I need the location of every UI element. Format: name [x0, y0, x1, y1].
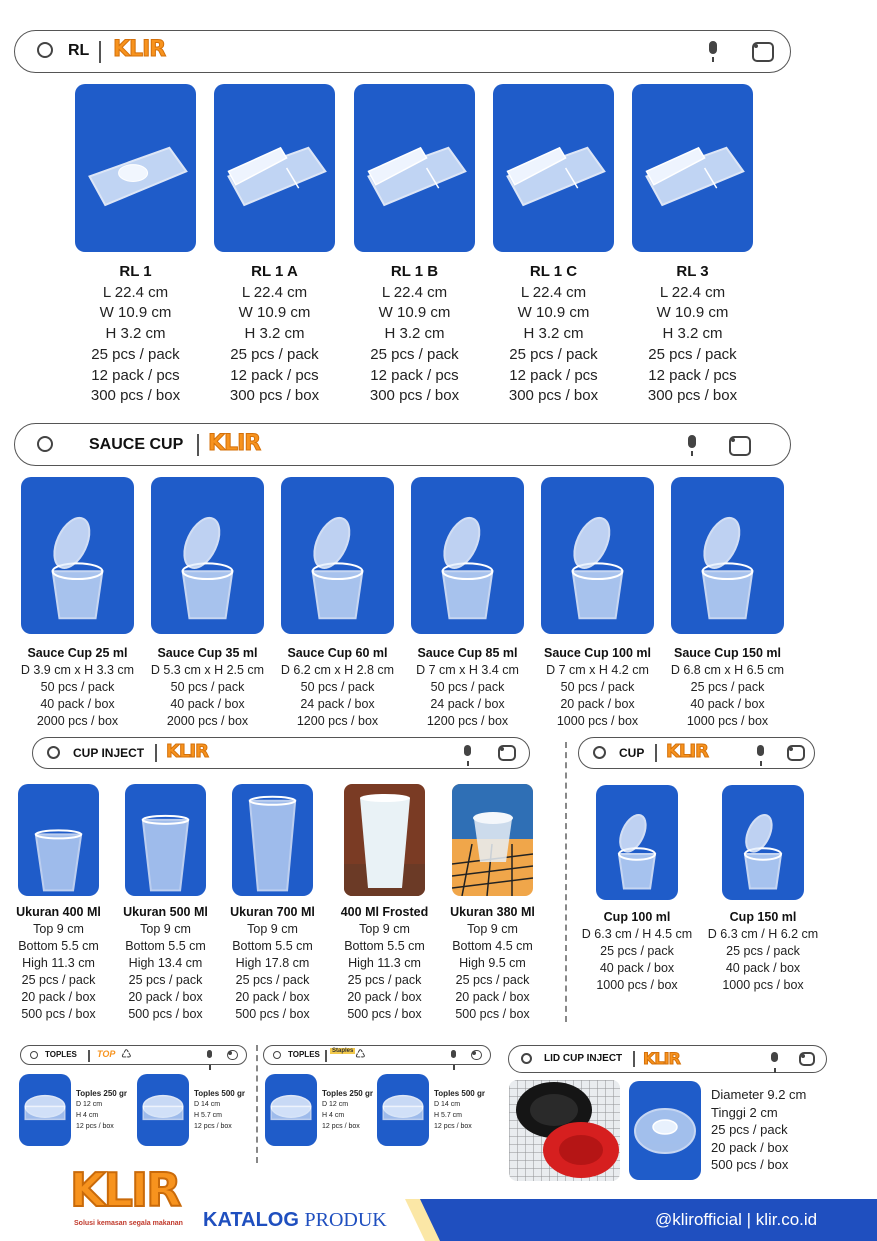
search-icon	[30, 1051, 38, 1059]
lid-spec-line: Diameter 9.2 cm	[711, 1087, 807, 1102]
divider	[88, 1050, 90, 1062]
rl-product-name: RL 1 C	[529, 263, 578, 280]
toples-spec-line: H 5.7 cm	[434, 1112, 463, 1119]
cup-inject-spec-line: 25 pcs / pack	[235, 973, 310, 987]
sauce-cup-spec-line: D 7 cm x H 3.4 cm	[416, 663, 519, 677]
sauce-cup-spec-line: 24 pack / box	[430, 697, 505, 711]
sauce-cup-name: Sauce Cup 60 ml	[287, 646, 388, 660]
cup-inject-spec-line: 20 pack / box	[347, 990, 422, 1004]
rl-product-spec-line: H 3.2 cm	[384, 325, 445, 343]
search-icon	[47, 746, 60, 759]
sauce-cup-spec-line: 50 pcs / pack	[430, 680, 505, 694]
mic-icon[interactable]	[207, 1050, 212, 1058]
rl-product-spec-line: H 3.2 cm	[105, 325, 166, 343]
toples-card	[19, 1074, 71, 1146]
klir-logo: KLIR	[666, 741, 708, 762]
toples-spec-line: D 12 cm	[322, 1101, 349, 1108]
cup-inject-spec-line: High 9.5 cm	[459, 956, 526, 970]
divider	[633, 1051, 635, 1067]
camera-search-icon[interactable]	[471, 1050, 482, 1060]
sauce-cup-name: Sauce Cup 150 ml	[674, 646, 781, 660]
rl-product-spec-line: W 10.9 cm	[99, 304, 172, 322]
rl-product-name: RL 1 A	[251, 263, 298, 280]
cup-inject-spec-line: High 11.3 cm	[22, 956, 95, 970]
rl-product-name: RL 1 B	[390, 263, 439, 280]
sauce-cup-name: Sauce Cup 35 ml	[157, 646, 258, 660]
search-bar-rl[interactable]	[14, 30, 791, 73]
cup-inject-spec-line: 500 pcs / box	[21, 1007, 96, 1021]
search-query: CUP INJECT	[73, 746, 145, 760]
sauce-cup-card	[21, 477, 134, 634]
sauce-cup-spec-line: D 6.2 cm x H 2.8 cm	[280, 663, 395, 677]
cup-spec-line: 25 pcs / pack	[726, 944, 800, 958]
search-bar-lid-cup-inject[interactable]	[508, 1045, 827, 1073]
rl-product-spec-line: W 10.9 cm	[517, 304, 590, 322]
rl-product-spec-line: 12 pack / pcs	[509, 366, 598, 384]
rl-product-spec-line: 12 pack / pcs	[370, 366, 459, 384]
cup-inject-spec-line: 20 pack / box	[128, 990, 203, 1004]
toples-name: Toples 500 gr	[194, 1089, 245, 1098]
cup-spec-line: D 6.3 cm / H 4.5 cm	[581, 927, 693, 941]
lid-spec-line: 25 pcs / pack	[711, 1122, 788, 1137]
sauce-cup-spec	[11, 645, 144, 730]
sauce-cup-spec-line: 1000 pcs / box	[556, 714, 639, 728]
sauce-cup-spec-line: 2000 pcs / box	[36, 714, 119, 728]
search-query: LID CUP INJECT	[544, 1053, 623, 1064]
sauce-cup-spec-line: 24 pack / box	[300, 697, 375, 711]
rl-product-spec-line: W 10.9 cm	[238, 304, 311, 322]
rl-product-spec-line: L 22.4 cm	[381, 283, 448, 301]
search-icon	[37, 42, 53, 58]
cup-spec-line: 1000 pcs / box	[722, 978, 804, 992]
camera-search-icon[interactable]	[498, 745, 516, 761]
sauce-cup-card	[281, 477, 394, 634]
rl-product-spec-line: H 3.2 cm	[244, 325, 305, 343]
rl-product-spec-line: H 3.2 cm	[662, 325, 723, 343]
divider-dashed	[565, 742, 567, 1022]
toples-spec-line: 12 pcs / box	[194, 1123, 232, 1130]
cup-inject-spec-line: High 11.3 cm	[348, 956, 421, 970]
camera-search-icon[interactable]	[752, 42, 774, 62]
klir-logo: KLIR	[113, 37, 166, 62]
cup-inject-spec-line: Top 9 cm	[359, 922, 410, 936]
cup-inject-name: Ukuran 400 Ml	[16, 905, 101, 919]
catalog-bold: KATALOG	[203, 1209, 299, 1231]
mic-icon[interactable]	[709, 41, 717, 54]
search-query: RL	[68, 42, 90, 59]
sauce-cup-spec-line: 1000 pcs / box	[686, 714, 769, 728]
sauce-cup-spec-line: 1200 pcs / box	[426, 714, 509, 728]
camera-search-icon[interactable]	[729, 436, 751, 456]
frosted-cup-photo	[344, 784, 425, 896]
sauce-cup-card	[671, 477, 784, 634]
rl-product-spec-line: 12 pack / pcs	[91, 366, 180, 384]
cup-spec	[700, 909, 826, 994]
cup-inject-spec-line: Top 9 cm	[140, 922, 191, 936]
toples-spec-line: D 14 cm	[194, 1101, 221, 1108]
cup-inject-name: Ukuran 700 Ml	[230, 905, 315, 919]
search-bar-cup-inject[interactable]	[32, 737, 530, 769]
rl-product-spec-line: H 3.2 cm	[523, 325, 584, 343]
toples-spec-line: 12 pcs / box	[434, 1123, 472, 1130]
cup-inject-spec-line: 25 pcs / pack	[128, 973, 203, 987]
divider	[99, 41, 101, 63]
camera-search-icon[interactable]	[787, 745, 805, 761]
camera-search-icon[interactable]	[799, 1052, 815, 1066]
cup-inject-spec-line: 25 pcs / pack	[21, 973, 96, 987]
sauce-cup-card	[151, 477, 264, 634]
toples-spec-line: 12 pcs / box	[76, 1123, 114, 1130]
rl-product-card	[632, 84, 753, 252]
rl-product-spec-line: 300 pcs / box	[508, 387, 599, 405]
cup-inject-spec-line: 500 pcs / box	[347, 1007, 422, 1021]
sauce-cup-spec	[661, 645, 794, 730]
klir-logo: KLIR	[166, 741, 208, 762]
toples-spec	[76, 1088, 127, 1132]
divider	[155, 744, 157, 762]
rl-product-name: RL 1	[119, 263, 152, 280]
search-query: SAUCE CUP	[89, 436, 184, 453]
sauce-cup-spec	[141, 645, 274, 730]
cup-inject-spec-line: 500 pcs / box	[128, 1007, 203, 1021]
mic-icon[interactable]	[688, 435, 696, 448]
cup-name: Cup 150 ml	[729, 910, 797, 924]
toples-spec-line: D 14 cm	[434, 1101, 461, 1108]
recycle-icon: ♺	[121, 1047, 132, 1061]
toples-spec-line: 12 pcs / box	[322, 1123, 360, 1130]
lid-spec-line: Tinggi 2 cm	[711, 1104, 778, 1120]
cup-spec-line: D 6.3 cm / H 6.2 cm	[707, 927, 819, 941]
sauce-cup-spec-line: 40 pack / box	[170, 697, 245, 711]
divider	[325, 1050, 327, 1062]
lid-card	[629, 1081, 701, 1180]
sauce-cup-name: Sauce Cup 100 ml	[544, 646, 651, 660]
rl-product-spec-line: L 22.4 cm	[520, 283, 587, 301]
rl-product-card	[75, 84, 196, 252]
toples-card	[137, 1074, 189, 1146]
cup-inject-spec-line: 25 pcs / pack	[455, 973, 530, 987]
recycle-icon: ♺	[355, 1047, 366, 1061]
cup-inject-spec	[329, 904, 440, 1023]
cup-spec-line: 1000 pcs / box	[596, 978, 678, 992]
rl-product-spec-line: 12 pack / pcs	[648, 366, 737, 384]
search-query: TOPLES	[288, 1050, 320, 1059]
sauce-cup-spec-line: D 6.8 cm x H 6.5 cm	[670, 663, 785, 677]
cup-name: Cup 100 ml	[603, 910, 671, 924]
divider-dashed	[256, 1045, 258, 1163]
cup-spec-line: 40 pack / box	[725, 961, 801, 975]
cup-inject-name: 400 Ml Frosted	[340, 905, 429, 919]
sauce-cup-name: Sauce Cup 25 ml	[27, 646, 128, 660]
rl-product-spec-line: 25 pcs / pack	[370, 345, 459, 363]
klir-logo: KLIR	[643, 1049, 680, 1068]
cup-inject-spec-line: Top 9 cm	[33, 922, 84, 936]
search-icon	[37, 436, 53, 452]
search-icon	[273, 1051, 281, 1059]
rl-product-spec-line: L 22.4 cm	[659, 283, 726, 301]
rl-product-spec-line: 25 pcs / pack	[91, 345, 180, 363]
sauce-cup-card	[411, 477, 524, 634]
sauce-cup-name: Sauce Cup 85 ml	[417, 646, 518, 660]
search-bar-sauce-cup[interactable]	[14, 423, 791, 466]
rl-product-spec	[340, 262, 489, 407]
search-bar-toples-b[interactable]	[263, 1045, 491, 1065]
rl-product-spec-line: 25 pcs / pack	[509, 345, 598, 363]
rl-product-spec-line: 25 pcs / pack	[648, 345, 737, 363]
lid-spec-line: 500 pcs / box	[711, 1157, 789, 1172]
toples-spec-line: H 4 cm	[76, 1112, 99, 1119]
toples-card	[377, 1074, 429, 1146]
rl-product-spec	[479, 262, 628, 407]
rl-product-spec	[61, 262, 210, 407]
toples-name: Toples 250 gr	[76, 1089, 127, 1098]
mic-icon[interactable]	[757, 745, 764, 756]
cup-inject-spec-line: Top 9 cm	[247, 922, 298, 936]
cup-inject-spec-line: 500 pcs / box	[455, 1007, 530, 1021]
brand-tagline: Solusi kemasan segala makanan	[74, 1220, 183, 1227]
cup-inject-spec-line: Top 9 cm	[467, 922, 518, 936]
sauce-cup-spec-line: 20 pack / box	[560, 697, 635, 711]
rl-product-spec-line: 300 pcs / box	[369, 387, 460, 405]
catalog-light: PRODUK	[304, 1209, 387, 1231]
lid-photo	[509, 1080, 620, 1181]
sauce-cup-spec-line: 2000 pcs / box	[166, 714, 249, 728]
toples-spec	[322, 1088, 373, 1132]
search-bar-toples-a[interactable]	[20, 1045, 247, 1065]
footer-contact[interactable]: @klirofficial | klir.co.id	[655, 1210, 818, 1229]
rl-product-name: RL 3	[676, 263, 709, 280]
toples-spec-line: H 5.7 cm	[194, 1112, 223, 1119]
cup-card	[596, 785, 678, 900]
cup-inject-spec-line: Bottom 4.5 cm	[452, 939, 533, 953]
toples-name: Toples 250 gr	[322, 1089, 373, 1098]
cup-card	[722, 785, 804, 900]
cup-inject-name: Ukuran 380 Ml	[450, 905, 535, 919]
sauce-cup-spec	[401, 645, 534, 730]
cup-inject-spec-line: 20 pack / box	[21, 990, 96, 1004]
search-bar-cup[interactable]	[578, 737, 815, 769]
rl-product-card	[493, 84, 614, 252]
sauce-cup-spec	[271, 645, 404, 730]
sauce-cup-spec-line: 40 pack / box	[690, 697, 765, 711]
mic-icon[interactable]	[464, 745, 471, 756]
staples-badge: Staples	[332, 1048, 354, 1054]
cup-inject-spec	[437, 904, 548, 1023]
sauce-cup-spec-line: D 5.3 cm x H 2.5 cm	[150, 663, 265, 677]
toples-spec-line: H 4 cm	[322, 1112, 345, 1119]
toples-spec	[434, 1088, 485, 1132]
cup-inject-card	[125, 784, 206, 896]
rl-product-spec-line: W 10.9 cm	[378, 304, 451, 322]
catalog-title	[203, 1209, 387, 1232]
search-icon	[521, 1053, 532, 1064]
rl-product-spec-line: L 22.4 cm	[102, 283, 169, 301]
rl-product-card	[354, 84, 475, 252]
sauce-cup-spec-line: 50 pcs / pack	[170, 680, 245, 694]
cup-inject-spec-line: Bottom 5.5 cm	[18, 939, 99, 953]
divider	[197, 434, 199, 456]
rl-product-card	[214, 84, 335, 252]
cup-inject-spec	[217, 904, 328, 1023]
rl-product-spec-line: L 22.4 cm	[241, 283, 308, 301]
camera-search-icon[interactable]	[227, 1050, 238, 1060]
sauce-cup-spec-line: D 7 cm x H 4.2 cm	[546, 663, 649, 677]
rl-product-spec-line: 300 pcs / box	[229, 387, 320, 405]
cup-inject-spec-line: 20 pack / box	[455, 990, 530, 1004]
toples-card	[265, 1074, 317, 1146]
cup-inject-spec-line: Bottom 5.5 cm	[344, 939, 425, 953]
rl-product-spec-line: 300 pcs / box	[90, 387, 181, 405]
cup-inject-spec-line: 25 pcs / pack	[347, 973, 422, 987]
sauce-cup-spec-line: D 3.9 cm x H 3.3 cm	[20, 663, 135, 677]
rl-product-spec	[618, 262, 767, 407]
cup-inject-spec-line: 20 pack / box	[235, 990, 310, 1004]
lid-spec	[711, 1086, 806, 1174]
toples-name: Toples 500 gr	[434, 1089, 485, 1098]
lid-spec-line: 20 pack / box	[711, 1139, 789, 1155]
sauce-cup-spec-line: 50 pcs / pack	[40, 680, 115, 694]
search-icon	[593, 746, 606, 759]
divider	[655, 744, 657, 762]
cup-inject-spec	[110, 904, 221, 1023]
cup-inject-card	[232, 784, 313, 896]
cup-inject-card	[18, 784, 99, 896]
sauce-cup-card	[541, 477, 654, 634]
rl-product-spec	[200, 262, 349, 407]
sauce-cup-spec-line: 25 pcs / pack	[690, 680, 765, 694]
cup-inject-spec-line: High 17.8 cm	[235, 956, 310, 970]
rl-product-spec-line: 25 pcs / pack	[230, 345, 319, 363]
search-query: CUP	[619, 746, 645, 760]
cup-inject-spec-line: Bottom 5.5 cm	[232, 939, 313, 953]
sauce-cup-spec-line: 50 pcs / pack	[560, 680, 635, 694]
klir-main-logo: KLIR	[70, 1163, 180, 1217]
cup-380-photo	[452, 784, 533, 896]
cup-spec-line: 25 pcs / pack	[600, 944, 674, 958]
cup-inject-spec-line: High 13.4 cm	[128, 956, 203, 970]
cup-inject-spec-line: Bottom 5.5 cm	[125, 939, 206, 953]
klir-logo: KLIR	[208, 431, 261, 456]
sauce-cup-spec-line: 40 pack / box	[40, 697, 115, 711]
toples-spec-line: D 12 cm	[76, 1101, 103, 1108]
cup-inject-spec-line: 500 pcs / box	[235, 1007, 310, 1021]
cup-inject-name: Ukuran 500 Ml	[123, 905, 208, 919]
rl-product-spec-line: 300 pcs / box	[647, 387, 738, 405]
cup-spec	[574, 909, 700, 994]
rl-product-spec-line: W 10.9 cm	[656, 304, 729, 322]
cup-inject-spec	[3, 904, 114, 1023]
rl-product-spec-line: 12 pack / pcs	[230, 366, 319, 384]
search-query: TOPLES	[45, 1050, 77, 1059]
sauce-cup-spec	[531, 645, 664, 730]
mic-icon[interactable]	[771, 1052, 778, 1062]
sauce-cup-spec-line: 50 pcs / pack	[300, 680, 375, 694]
top-badge: TOP	[97, 1049, 116, 1059]
toples-spec	[194, 1088, 245, 1132]
cup-spec-line: 40 pack / box	[599, 961, 675, 975]
mic-icon[interactable]	[451, 1050, 456, 1058]
sauce-cup-spec-line: 1200 pcs / box	[296, 714, 379, 728]
